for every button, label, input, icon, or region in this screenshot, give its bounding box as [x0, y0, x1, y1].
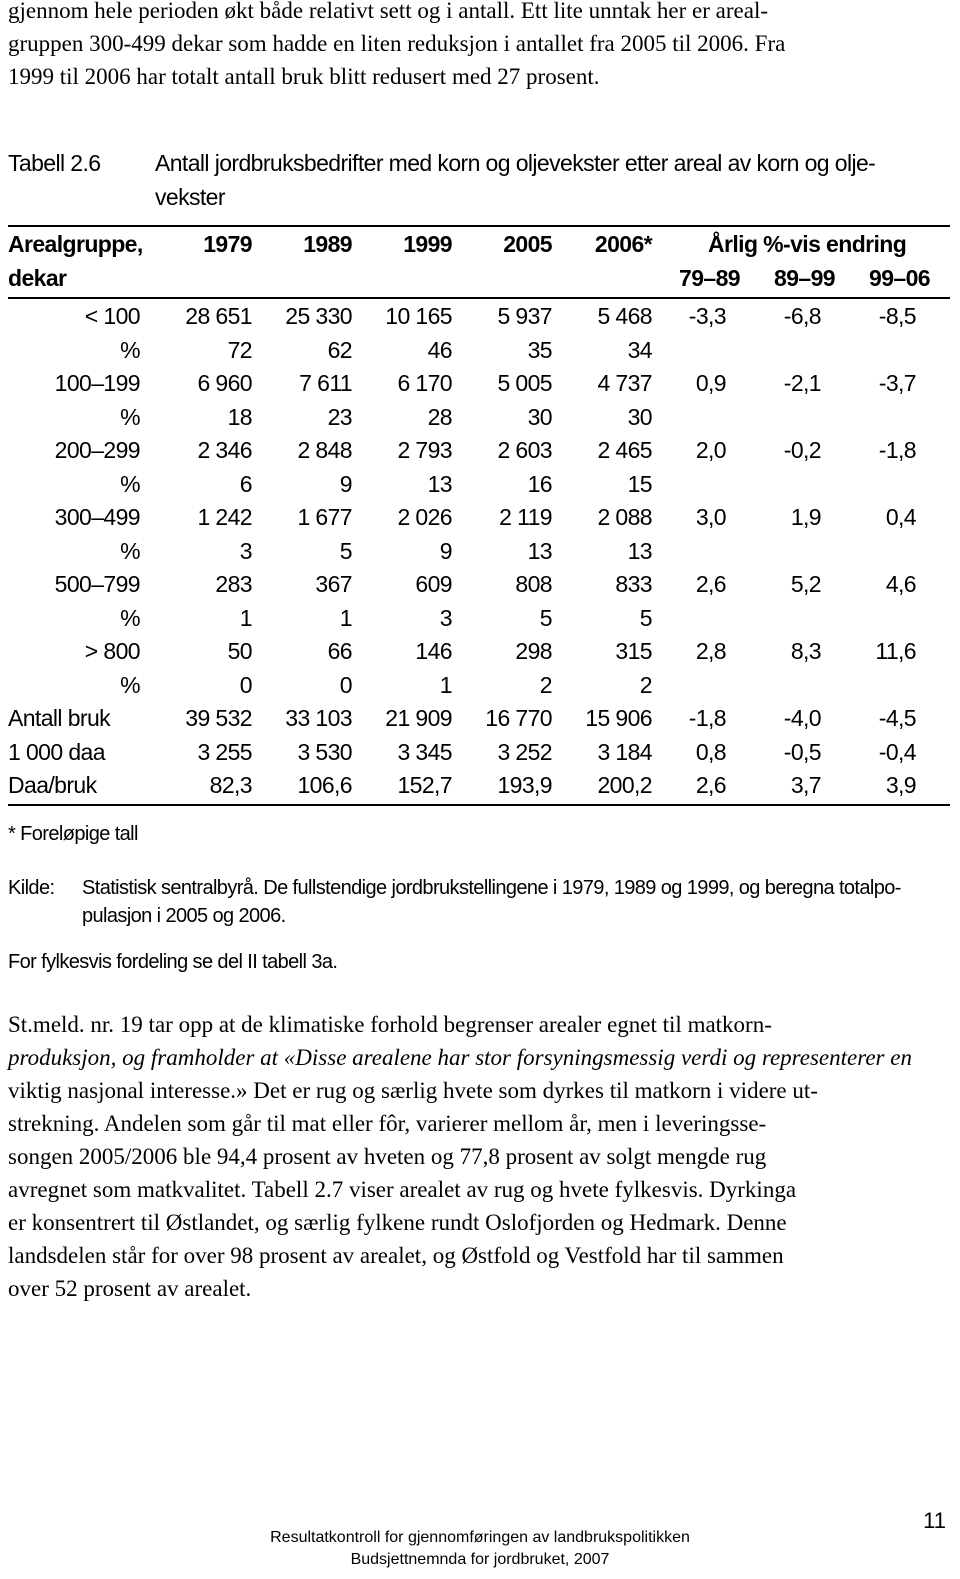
row-label: 500–799	[54, 571, 140, 597]
table-cell: 2 793	[397, 437, 452, 463]
table-cell: 5	[539, 605, 552, 631]
table-cell: 609	[415, 571, 452, 597]
row-label: %	[120, 538, 140, 564]
table-cell: 39 532	[185, 705, 252, 731]
table-cell: 193,9	[497, 772, 552, 798]
change-cell: 5,2	[790, 571, 821, 597]
change-cell: -1,8	[878, 437, 916, 463]
body-line: over 52 prosent av arealet.	[8, 1276, 252, 1301]
table-cell: 2	[539, 672, 552, 698]
table-cell: 46	[427, 337, 452, 363]
change-cell: 2,6	[695, 571, 726, 597]
table-cell: 10 165	[385, 303, 452, 329]
table-cell: 315	[615, 638, 652, 664]
year-header: 2005	[503, 231, 552, 257]
table-cell: 3 255	[197, 739, 252, 765]
year-header: 1999	[403, 231, 452, 257]
body-line: er konsentrert til Østlandet, og særlig fylkene rundt Oslofjorden og Hedmark. Denne	[8, 1210, 787, 1235]
intro-line: 1999 til 2006 har totalt antall bruk blitt redusert med 27 prosent.	[8, 64, 600, 89]
table-cell: 7 611	[299, 370, 352, 396]
table-cell: 6	[239, 471, 252, 497]
year-header: 2006*	[594, 231, 652, 257]
table-cell: 16 770	[485, 705, 552, 731]
table-cell: 0	[339, 672, 352, 698]
row-label: < 100	[84, 303, 140, 329]
table-cell: 2 346	[197, 437, 252, 463]
table-cell: 3 345	[397, 739, 452, 765]
table-cell: 25 330	[285, 303, 352, 329]
table-cell: 50	[227, 638, 252, 664]
change-cell: 1,9	[790, 504, 821, 530]
table-cell: 34	[627, 337, 652, 363]
table-cell: 13	[427, 471, 452, 497]
table-cell: 5 005	[497, 370, 552, 396]
table-cell: 23	[327, 404, 352, 430]
table-cell: 9	[339, 471, 352, 497]
change-cell: -0,5	[783, 739, 821, 765]
change-cell: 0,8	[695, 739, 726, 765]
table-top-rule	[8, 225, 950, 227]
row-label: Antall bruk	[8, 705, 111, 731]
row-label: Daa/bruk	[8, 772, 97, 798]
table-cell: 298	[515, 638, 552, 664]
change-cell: 0,9	[695, 370, 726, 396]
row-label: %	[120, 337, 140, 363]
change-cell: 4,6	[885, 571, 916, 597]
change-cell: -2,1	[783, 370, 821, 396]
change-cell: 0,4	[885, 504, 916, 530]
change-cell: 11,6	[875, 638, 916, 664]
table-cell: 66	[327, 638, 352, 664]
table-cell: 18	[227, 404, 252, 430]
table-cell: 28 651	[185, 303, 252, 329]
table-cell: 3 252	[497, 739, 552, 765]
body-line: strekning. Andelen som går til mat eller fôr, varierer mellom år, men i leveringsse-	[8, 1111, 767, 1136]
table-cell: 3	[439, 605, 452, 631]
change-cell: -0,4	[878, 739, 916, 765]
body-line: viktig nasjonal interesse.» Det er rug og særlig hvete som dyrkes til matkorn i videre ut-	[8, 1078, 818, 1103]
change-cell: -0,2	[783, 437, 821, 463]
table-cell: 1	[439, 672, 452, 698]
change-cell: 3,0	[695, 504, 726, 530]
change-cell: 3,7	[790, 772, 821, 798]
county-note: For fylkesvis fordeling se del II tabell 3a.	[8, 951, 338, 973]
table-cell: 2 465	[597, 437, 652, 463]
row-label: 200–299	[54, 437, 140, 463]
change-cell: -4,5	[878, 705, 916, 731]
table-cell: 2 088	[597, 504, 652, 530]
row-label: 1 000 daa	[8, 739, 105, 765]
row-label: 100–199	[54, 370, 140, 396]
table-cell: 1	[239, 605, 252, 631]
table-cell: 13	[627, 538, 652, 564]
footer-line2: Budsjettnemnda for jordbruket, 2007	[350, 1551, 610, 1568]
table-cell: 4 737	[597, 370, 652, 396]
change-period-header: 89–99	[774, 265, 835, 291]
table-cell: 30	[527, 404, 552, 430]
row-label: > 800	[84, 638, 140, 664]
table-cell: 16	[527, 471, 552, 497]
change-cell: -1,8	[688, 705, 726, 731]
body-line: St.meld. nr. 19 tar opp at de klimatiske forhold begrenser arealer egnet til matkorn-	[8, 1012, 772, 1037]
table-cell: 808	[515, 571, 552, 597]
source-label: Kilde:	[8, 877, 55, 899]
change-cell: -6,8	[783, 303, 821, 329]
body-line: songen 2005/2006 ble 94,4 prosent av hveten og 77,8 prosent av solgt mengde rug	[8, 1144, 767, 1169]
change-cell: 8,3	[790, 638, 821, 664]
intro-paragraph	[8, 0, 953, 93]
change-cell: -3,3	[688, 303, 726, 329]
body-line: produksjon, og framholder at «Disse arealene har stor forsyningsmessig verdi og representerer en	[8, 1045, 912, 1070]
change-cell: -4,0	[783, 705, 821, 731]
change-cell: 2,6	[695, 772, 726, 798]
table-cell: 283	[215, 571, 252, 597]
table-cell: 15 906	[585, 705, 652, 731]
intro-line: gruppen 300-499 dekar som hadde en liten reduksjon i antallet fra 2005 til 2006. Fra	[8, 31, 786, 56]
table-cell: 6 170	[397, 370, 452, 396]
table-cell: 15	[627, 471, 652, 497]
row-label: %	[120, 605, 140, 631]
table-cell: 13	[527, 538, 552, 564]
table-cell: 2	[639, 672, 652, 698]
footnote: * Foreløpige tall	[8, 823, 138, 845]
year-header: 1979	[203, 231, 252, 257]
table-cell: 21 909	[385, 705, 452, 731]
footer-line1: Resultatkontroll for gjennomføringen av landbrukspolitikken	[270, 1529, 690, 1546]
table-cell: 33 103	[285, 705, 352, 731]
change-period-header: 99–06	[869, 265, 930, 291]
row-label: 300–499	[54, 504, 140, 530]
table-cell: 146	[415, 638, 452, 664]
table-cell: 0	[239, 672, 252, 698]
row-label: %	[120, 672, 140, 698]
table-title-line: Antall jordbruksbedrifter med korn og oljevekster etter areal av korn og olje-	[155, 150, 876, 176]
table-cell: 3	[239, 538, 252, 564]
table-cell: 35	[527, 337, 552, 363]
table-cell: 72	[227, 337, 252, 363]
table-cell: 367	[315, 571, 352, 597]
table-cell: 2 848	[297, 437, 352, 463]
year-header: 1989	[303, 231, 352, 257]
table-title	[155, 146, 915, 214]
table-cell: 5 468	[597, 303, 652, 329]
table-label: Tabell 2.6	[8, 150, 101, 176]
table-cell: 2 603	[497, 437, 552, 463]
table-cell: 3 530	[297, 739, 352, 765]
table-cell: 5 937	[497, 303, 552, 329]
table-cell: 2 026	[397, 504, 452, 530]
page-number: 11	[923, 1508, 946, 1533]
table-cell: 5	[639, 605, 652, 631]
intro-line: gjennom hele perioden økt både relativt sett og i antall. Ett lite unntak her er areal-	[8, 0, 768, 23]
source-line: pulasjon i 2005 og 2006.	[82, 905, 286, 927]
table-cell: 9	[439, 538, 452, 564]
table-title-line: vekster	[155, 184, 225, 210]
row-label: %	[120, 471, 140, 497]
source-line: Statistisk sentralbyrå. De fullstendige jordbrukstellingene i 1979, 1989 og 1999, og beregna totalpo-	[82, 877, 901, 899]
body-paragraph	[8, 1008, 953, 1305]
group-header-line1: Arealgruppe,	[8, 231, 143, 257]
change-cell: 2,0	[695, 437, 726, 463]
table-cell: 152,7	[397, 772, 452, 798]
change-cell: -3,7	[878, 370, 916, 396]
change-period-header: 79–89	[679, 265, 740, 291]
table-cell: 833	[615, 571, 652, 597]
annual-change-header: Årlig %-vis endring	[708, 231, 907, 257]
table-cell: 1	[339, 605, 352, 631]
body-line: avregnet som matkvalitet. Tabell 2.7 viser arealet av rug og hvete fylkesvis. Dyrkinga	[8, 1177, 797, 1202]
group-header-line2: dekar	[8, 265, 67, 291]
table-cell: 1 242	[197, 504, 252, 530]
body-line: landsdelen står for over 98 prosent av arealet, og Østfold og Vestfold har til sammen	[8, 1243, 784, 1268]
table-cell: 106,6	[297, 772, 352, 798]
table-header-rule	[8, 297, 950, 299]
table-cell: 5	[339, 538, 352, 564]
table-bottom-rule	[8, 804, 950, 806]
table-cell: 30	[627, 404, 652, 430]
change-cell: 2,8	[695, 638, 726, 664]
table-cell: 62	[327, 337, 352, 363]
table-cell: 1 677	[297, 504, 352, 530]
source-text	[82, 874, 942, 930]
table-cell: 200,2	[597, 772, 652, 798]
table-cell: 28	[427, 404, 452, 430]
change-cell: -8,5	[878, 303, 916, 329]
table-cell: 6 960	[197, 370, 252, 396]
table-cell: 2 119	[499, 504, 552, 530]
row-label: %	[120, 404, 140, 430]
table-cell: 3 184	[597, 739, 652, 765]
change-cell: 3,9	[885, 772, 916, 798]
table-cell: 82,3	[209, 772, 252, 798]
